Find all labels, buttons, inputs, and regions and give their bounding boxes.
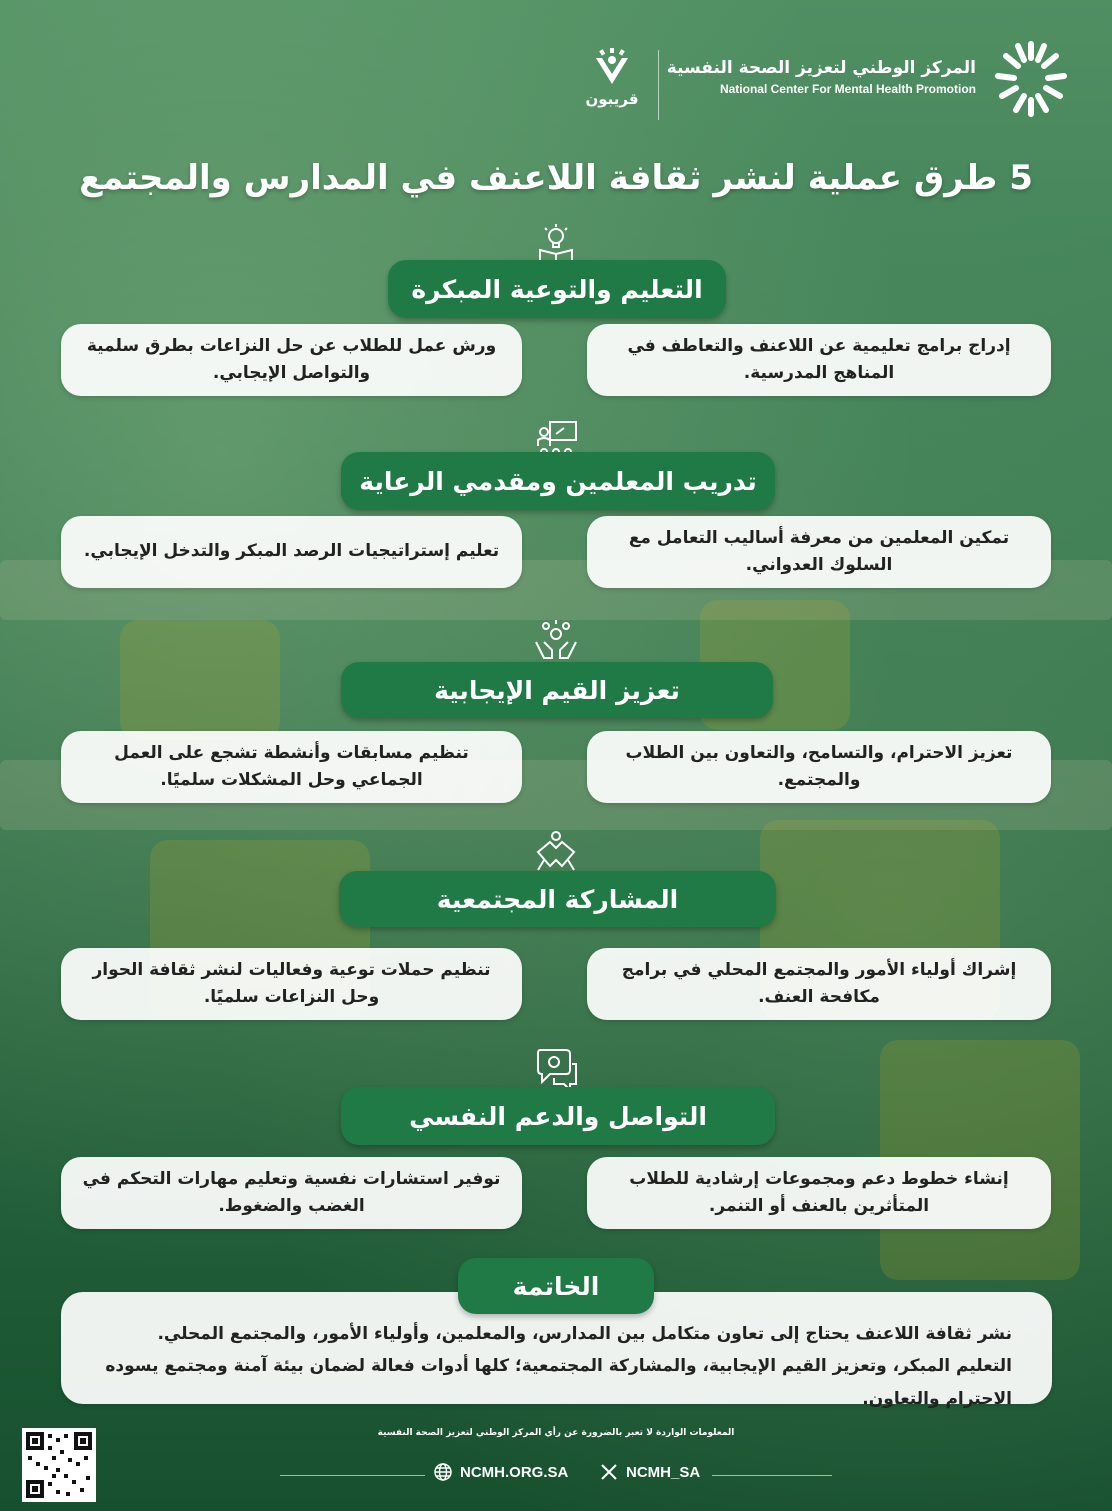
footer-line-right [712,1475,832,1476]
section-heading-early-education: التعليم والتوعية المبكرة [388,260,726,318]
qaribon-logo-icon [588,48,636,88]
section-heading-psych-support: التواصل والدعم النفسي [341,1087,775,1145]
card-support-right: إنشاء خطوط دعم ومجموعات إرشادية للطلاب المتأثرين بالعنف أو التنمر. [587,1157,1051,1229]
card-community-left: تنظيم حملات توعية وفعاليات لنشر ثقافة الحوار وحل النزاعات سلميًا. [61,948,522,1020]
ncmh-name-arabic: المركز الوطني لتعزيز الصحة النفسية [666,58,976,78]
card-support-left: توفير استشارات نفسية وتعليم مهارات التحكم في الغضب والضغوط. [61,1157,522,1229]
header-divider [658,50,659,120]
community-hands-icon [534,830,578,874]
ncmh-name [667,58,976,96]
website-label: NCMH.ORG.SA [460,1463,569,1481]
conclusion-text: نشر ثقافة اللاعنف يحتاج إلى تعاون متكامل بين المدارس، والمعلمين، وأولياء الأمور، والمجتمع المحلي. التعليم المبكر، وتعزيز القيم الإيجابية، والمشاركة المجتمعية؛ كلها أدوات فعالة لضمان بيئة آمنة ومجتمع يسوده الاحترام والتعاون. [61,1292,1052,1404]
card-community-right: إشراك أولياء الأمور والمجتمع المحلي في برامج مكافحة العنف. [587,948,1051,1020]
card-training-right: تمكين المعلمين من معرفة أساليب التعامل مع السلوك العدواني. [587,516,1051,588]
ncmh-name-english: National Center For Mental Health Promotion [719,82,976,96]
footer-line-left [280,1475,425,1476]
conclusion-heading: الخاتمة [458,1258,654,1314]
website-link[interactable] [434,1463,568,1481]
card-values-right: تعزيز الاحترام، والتسامح، والتعاون بين الطلاب والمجتمع. [587,731,1051,803]
chat-gear-icon [534,1046,578,1090]
section-heading-community-participation: المشاركة المجتمعية [339,871,776,927]
card-education-left: ورش عمل للطلاب عن حل النزاعات بطرق سلمية والتواصل الإيجابي. [61,324,522,396]
card-training-left: تعليم إستراتيجيات الرصد المبكر والتدخل الإيجابي. [61,516,522,588]
disclaimer-text: المعلومات الواردة لا تعبر بالضرورة عن رأي المركز الوطني لتعزيز الصحة النفسية [377,1428,735,1438]
twitter-link[interactable] [600,1463,700,1481]
section-heading-teacher-training: تدريب المعلمين ومقدمي الرعاية [341,452,775,510]
page-title: 5 طرق عملية لنشر ثقافة اللاعنف في المدارس والمجتمع [79,158,1033,198]
globe-icon [434,1463,452,1481]
hands-values-icon [534,618,578,662]
header [0,30,1112,130]
section-heading-positive-values: تعزيز القيم الإيجابية [341,662,773,718]
twitter-label: NCMH_SA [626,1463,701,1481]
card-values-left: تنظيم مسابقات وأنشطة تشجع على العمل الجماعي وحل المشكلات سلميًا. [61,731,522,803]
qr-code-icon[interactable] [22,1428,96,1502]
card-education-right: إدراج برامج تعليمية عن اللاعنف والتعاطف في المناهج المدرسية. [587,324,1051,396]
x-logo-icon [600,1463,618,1481]
ncmh-logo-icon [988,36,1074,122]
qaribon-name: قريبون [585,90,639,108]
